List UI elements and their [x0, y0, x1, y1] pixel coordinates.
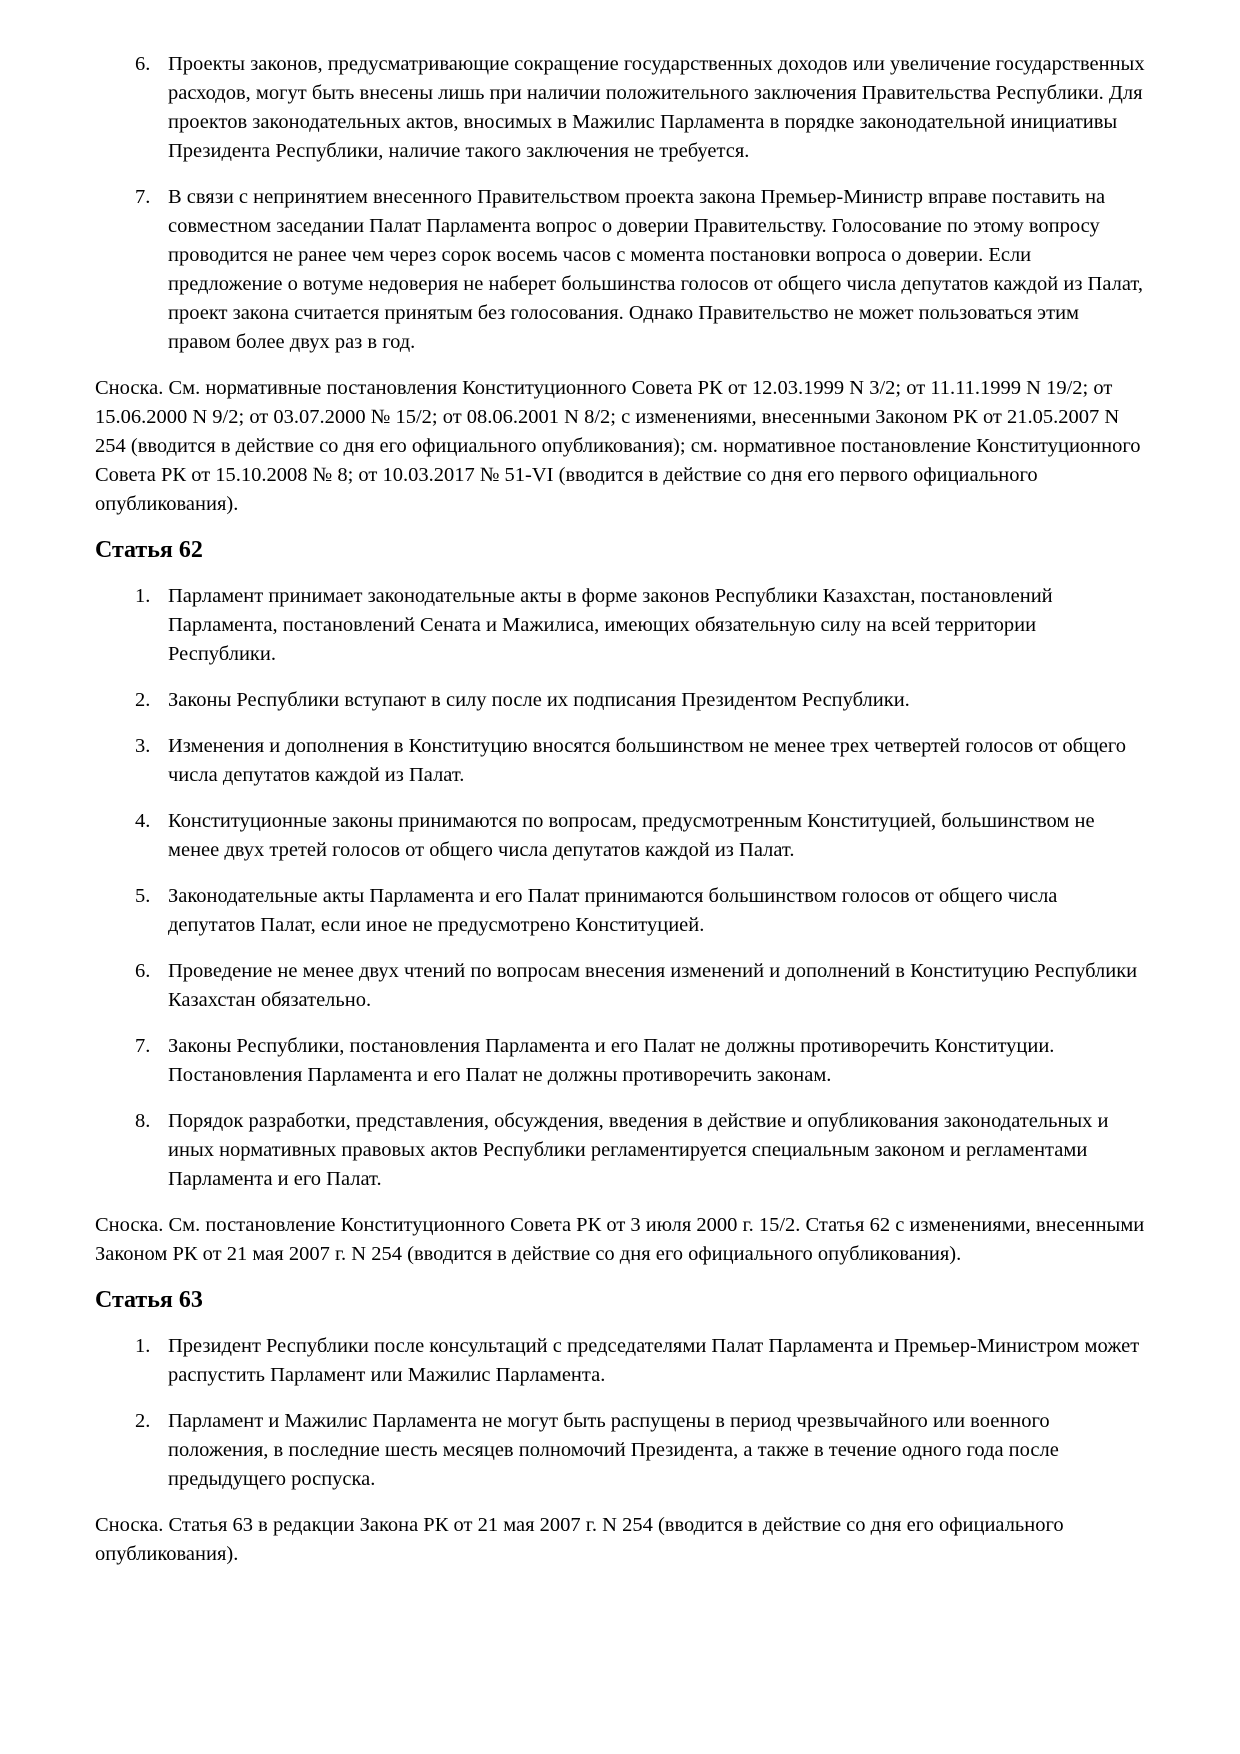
list-item-number: 7. — [135, 1035, 151, 1057]
footnote-paragraph: Сноска. Статья 63 в редакции Закона РК от 21 мая 2007 г. N 254 (вводится в действие со дня его официального опубликования). — [95, 1514, 1064, 1565]
list-item-text: Парламент и Мажилис Парламента не могут быть распущены в период чрезвычайного или военного положения, в последние шесть месяцев полномочий Президента, а также в течение одного года после предыдущего роспуска. — [168, 1410, 1059, 1490]
list-item — [95, 1107, 1145, 1194]
footnote-paragraph: Сноска. См. нормативные постановления Конституционного Совета РК от 12.03.1999 N 3/2; от 11.11.1999 N 19/2; от 15.06.2000 N 9/2; от 03.07.2000 № 15/2; от 08.06.2001 N 8/2; с изменениями, внесенными Законом РК от 21.05.2007 N 254 (вводится в действие со дня его официального опубликования); см. нормативное постановление Конституционного Совета РК от 15.10.2008 № 8; от 10.03.2017 № 51-VI (вводится в действие со дня его первого официального опубликования). — [95, 377, 1141, 515]
list-item — [95, 732, 1145, 790]
list-item-number: 6. — [135, 53, 151, 75]
list-item-number: 7. — [135, 186, 151, 208]
list-item-text: Порядок разработки, представления, обсуждения, введения в действие и опубликования законодательных и иных нормативных правовых актов Республики регламентируется специальным законом и регламентами Парламента и его Палат. — [168, 1110, 1109, 1190]
list-item-number: 2. — [135, 689, 151, 711]
list-item-text: Законы Республики, постановления Парламента и его Палат не должны противоречить Конституции. Постановления Парламента и его Палат не должны противоречить законам. — [168, 1035, 1055, 1086]
list-item — [95, 1332, 1145, 1390]
list-item — [95, 957, 1145, 1015]
list-item-text: Законы Республики вступают в силу после их подписания Президентом Республики. — [168, 689, 910, 711]
list-item — [95, 807, 1145, 865]
list-item-text: Законодательные акты Парламента и его Палат принимаются большинством голосов от общего числа депутатов Палат, если иное не предусмотрено Конституцией. — [168, 885, 1058, 936]
numbered-list-article63 — [95, 1332, 1145, 1494]
list-item — [95, 582, 1145, 669]
article-63-heading: Статья 63 — [95, 1287, 203, 1313]
list-item — [95, 1407, 1145, 1494]
list-item-number: 3. — [135, 735, 151, 757]
list-item — [95, 1032, 1145, 1090]
list-item-text: Проведение не менее двух чтений по вопросам внесения изменений и дополнений в Конституцию Республики Казахстан обязательно. — [168, 960, 1138, 1011]
list-item-text: Президент Республики после консультаций с председателями Палат Парламента и Премьер-Министром может распустить Парламент или Мажилис Парламента. — [168, 1335, 1140, 1386]
numbered-list-article61 — [95, 50, 1145, 357]
list-item-number: 6. — [135, 960, 151, 982]
list-item-text: Парламент принимает законодательные акты в форме законов Республики Казахстан, постановлений Парламента, постановлений Сената и Мажилиса, имеющих обязательную силу на всей территории Республики. — [168, 585, 1053, 665]
list-item-number: 2. — [135, 1410, 151, 1432]
list-item-text: В связи с непринятием внесенного Правительством проекта закона Премьер-Министр вправе поставить на совместном заседании Палат Парламента вопрос о доверии Правительству. Голосование по этому вопросу проводится не ранее чем через сорок восемь часов с момента постановки вопроса о доверии. Если предложение о вотуме недоверия не наберет большинства голосов от общего числа депутатов каждой из Палат, проект закона считается принятым без голосования. Однако Правительство не может пользоваться этим правом более двух раз в год. — [168, 186, 1143, 353]
list-item-text: Изменения и дополнения в Конституцию вносятся большинством не менее трех четвертей голосов от общего числа депутатов каждой из Палат. — [168, 735, 1127, 786]
article-62-heading: Статья 62 — [95, 537, 203, 563]
list-item-number: 4. — [135, 810, 151, 832]
list-item — [95, 50, 1145, 166]
list-item — [95, 686, 1145, 715]
list-item-number: 1. — [135, 585, 151, 607]
list-item-number: 8. — [135, 1110, 151, 1132]
list-item-number: 1. — [135, 1335, 151, 1357]
numbered-list-article62 — [95, 582, 1145, 1194]
list-item-text: Проекты законов, предусматривающие сокращение государственных доходов или увеличение государственных расходов, могут быть внесены лишь при наличии положительного заключения Правительства Республики. Для проектов законодательных актов, вносимых в Мажилис Парламента в порядке законодательной инициативы Президента Республики, наличие такого заключения не требуется. — [168, 53, 1145, 162]
list-item-text: Конституционные законы принимаются по вопросам, предусмотренным Конституцией, большинством не менее двух третей голосов от общего числа депутатов каждой из Палат. — [168, 810, 1095, 861]
list-item — [95, 183, 1145, 357]
footnote-paragraph: Сноска. См. постановление Конституционного Совета РК от 3 июля 2000 г. 15/2. Статья 62 с изменениями, внесенными Законом РК от 21 мая 2007 г. N 254 (вводится в действие со дня его официального опубликования). — [95, 1214, 1145, 1265]
list-item — [95, 882, 1145, 940]
list-item-number: 5. — [135, 885, 151, 907]
